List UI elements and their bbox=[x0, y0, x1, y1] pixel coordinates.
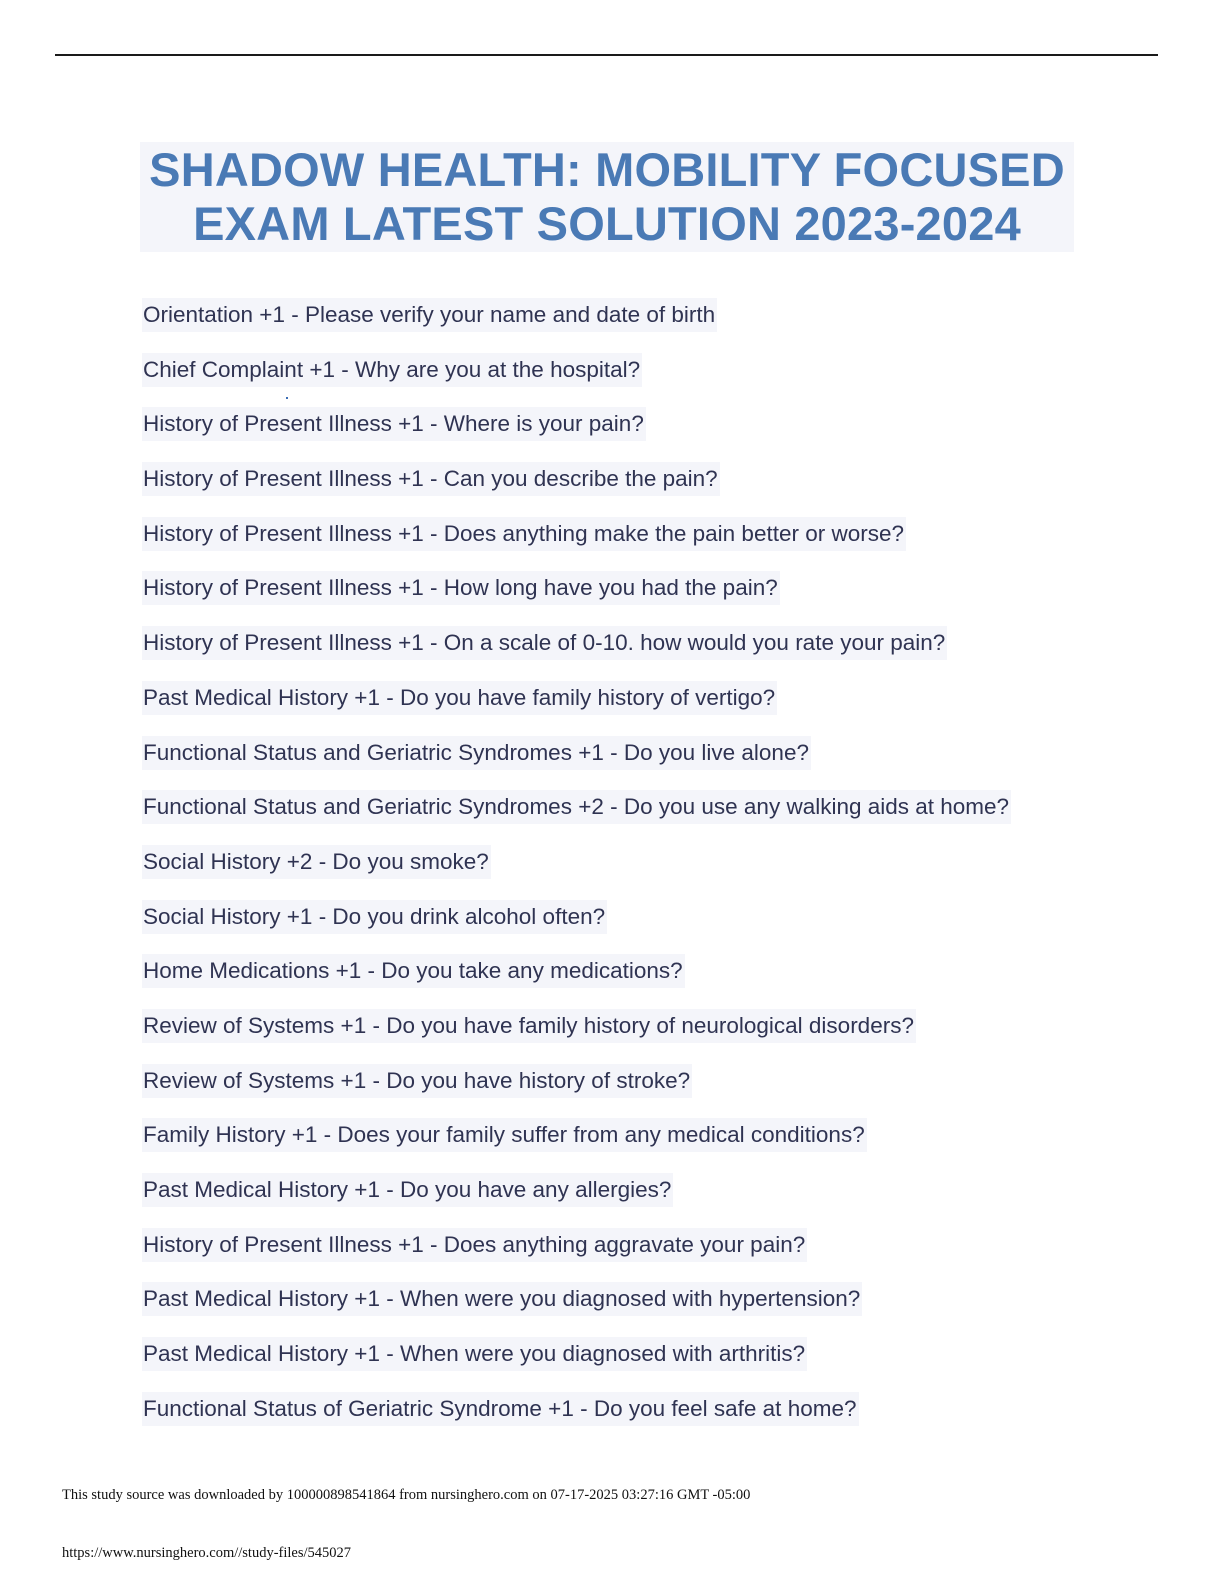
list-item bbox=[142, 626, 1011, 681]
top-divider bbox=[55, 54, 1158, 56]
question-text: Functional Status and Geriatric Syndromes +1 - Do you live alone? bbox=[142, 736, 811, 770]
question-text: History of Present Illness +1 - Where is your pain? bbox=[142, 407, 646, 441]
list-item bbox=[142, 736, 1011, 791]
question-text: Family History +1 - Does your family suffer from any medical conditions? bbox=[142, 1118, 867, 1152]
question-list bbox=[142, 298, 1011, 1446]
question-text: Review of Systems +1 - Do you have family history of neurological disorders? bbox=[142, 1009, 916, 1043]
question-text: Functional Status and Geriatric Syndromes +2 - Do you use any walking aids at home? bbox=[142, 790, 1011, 824]
question-text: Past Medical History +1 - Do you have family history of vertigo? bbox=[142, 681, 777, 715]
question-text: Past Medical History +1 - Do you have any allergies? bbox=[142, 1173, 673, 1207]
question-text: History of Present Illness +1 - Does anything make the pain better or worse? bbox=[142, 517, 906, 551]
title-line-1: SHADOW HEALTH: MOBILITY FOCUSED bbox=[149, 143, 1065, 196]
list-item bbox=[142, 954, 1011, 1009]
document-title bbox=[140, 142, 1074, 252]
list-item bbox=[142, 845, 1011, 900]
question-text: History of Present Illness +1 - Can you describe the pain? bbox=[142, 462, 720, 496]
list-item bbox=[142, 1282, 1011, 1337]
list-item bbox=[142, 1118, 1011, 1173]
list-item bbox=[142, 900, 1011, 955]
question-text: Social History +1 - Do you drink alcohol often? bbox=[142, 900, 607, 934]
source-url[interactable]: https://www.nursinghero.com//study-files/545027 bbox=[62, 1545, 352, 1561]
question-text: History of Present Illness +1 - Does anything aggravate your pain? bbox=[142, 1228, 807, 1262]
question-text: Past Medical History +1 - When were you diagnosed with hypertension? bbox=[142, 1282, 862, 1316]
list-item bbox=[142, 571, 1011, 626]
list-item bbox=[142, 517, 1011, 572]
list-item bbox=[142, 790, 1011, 845]
question-text: Chief Complaint +1 - Why are you at the hospital? bbox=[142, 353, 642, 387]
question-text: History of Present Illness +1 - How long have you had the pain? bbox=[142, 571, 780, 605]
question-text: Functional Status of Geriatric Syndrome +1 - Do you feel safe at home? bbox=[142, 1392, 859, 1426]
download-source-note: This study source was downloaded by 100000898541864 from nursinghero.com on 07-17-2025 03:27:16 GMT -05:00 bbox=[62, 1487, 751, 1503]
title-line-2: EXAM LATEST SOLUTION 2023-2024 bbox=[193, 197, 1021, 250]
list-item bbox=[142, 1392, 1011, 1447]
list-item bbox=[142, 298, 1011, 353]
list-item bbox=[142, 353, 1011, 408]
list-item bbox=[142, 681, 1011, 736]
list-item bbox=[142, 407, 1011, 462]
question-text: Home Medications +1 - Do you take any medications? bbox=[142, 954, 685, 988]
question-text: Orientation +1 - Please verify your name and date of birth bbox=[142, 298, 717, 332]
question-text: Social History +2 - Do you smoke? bbox=[142, 845, 491, 879]
question-text: Review of Systems +1 - Do you have history of stroke? bbox=[142, 1064, 692, 1098]
list-item bbox=[142, 1064, 1011, 1119]
list-item bbox=[142, 1009, 1011, 1064]
list-item bbox=[142, 1228, 1011, 1283]
list-item bbox=[142, 462, 1011, 517]
list-item bbox=[142, 1337, 1011, 1392]
question-text: History of Present Illness +1 - On a scale of 0-10. how would you rate your pain? bbox=[142, 626, 947, 660]
question-text: Past Medical History +1 - When were you diagnosed with arthritis? bbox=[142, 1337, 807, 1371]
list-item bbox=[142, 1173, 1011, 1228]
